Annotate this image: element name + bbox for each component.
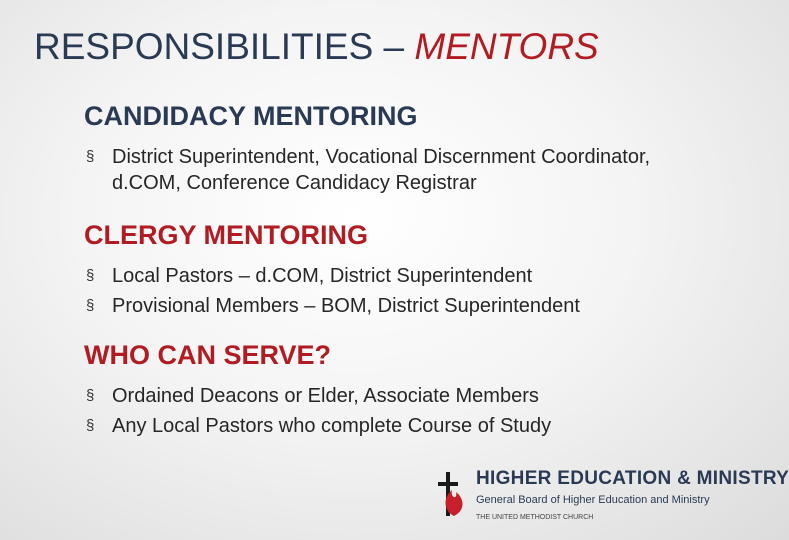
bullet-item — [84, 413, 704, 439]
slide-title-accent: MENTORS — [414, 26, 599, 67]
bullet-icon: § — [86, 387, 95, 404]
bullet-text: Provisional Members – BOM, District Superintendent — [112, 295, 580, 317]
slide-title-main: RESPONSIBILITIES – — [34, 26, 415, 67]
section-heading: CLERGY MENTORING — [84, 220, 369, 250]
logo-subtitle: General Board of Higher Education and Ministry — [476, 494, 710, 506]
bullet-text: District Superintendent, Vocational Discernment Coordinator, d.COM, Conference Candidacy Registrar — [112, 146, 651, 194]
bullet-icon: § — [86, 267, 95, 284]
logo-org: THE UNITED METHODIST CHURCH — [476, 514, 594, 521]
bullet-list — [84, 383, 704, 439]
section-clergy-mentoring — [84, 219, 704, 319]
bullet-icon: § — [86, 417, 95, 434]
bullet-text: Ordained Deacons or Elder, Associate Members — [112, 385, 539, 407]
bullet-icon: § — [86, 148, 95, 165]
bullet-icon: § — [86, 297, 95, 314]
slide-title — [34, 26, 599, 68]
bullet-item — [84, 293, 704, 319]
bullet-item — [84, 144, 704, 196]
section-who-can-serve — [84, 339, 704, 439]
section-candidacy-mentoring — [84, 100, 704, 196]
section-heading: CANDIDACY MENTORING — [84, 101, 418, 131]
section-heading: WHO CAN SERVE? — [84, 340, 332, 370]
bullet-text: Local Pastors – d.COM, District Superintendent — [112, 265, 533, 287]
bullet-item — [84, 383, 704, 409]
bullet-item — [84, 263, 704, 289]
bullet-list — [84, 263, 704, 319]
bullet-text: Any Local Pastors who complete Course of Study — [112, 415, 552, 437]
gbhem-logo — [432, 462, 789, 528]
cross-and-flame-icon — [434, 466, 470, 520]
logo-name: HIGHER EDUCATION & MINISTRY — [476, 468, 789, 489]
bullet-list — [84, 144, 704, 196]
